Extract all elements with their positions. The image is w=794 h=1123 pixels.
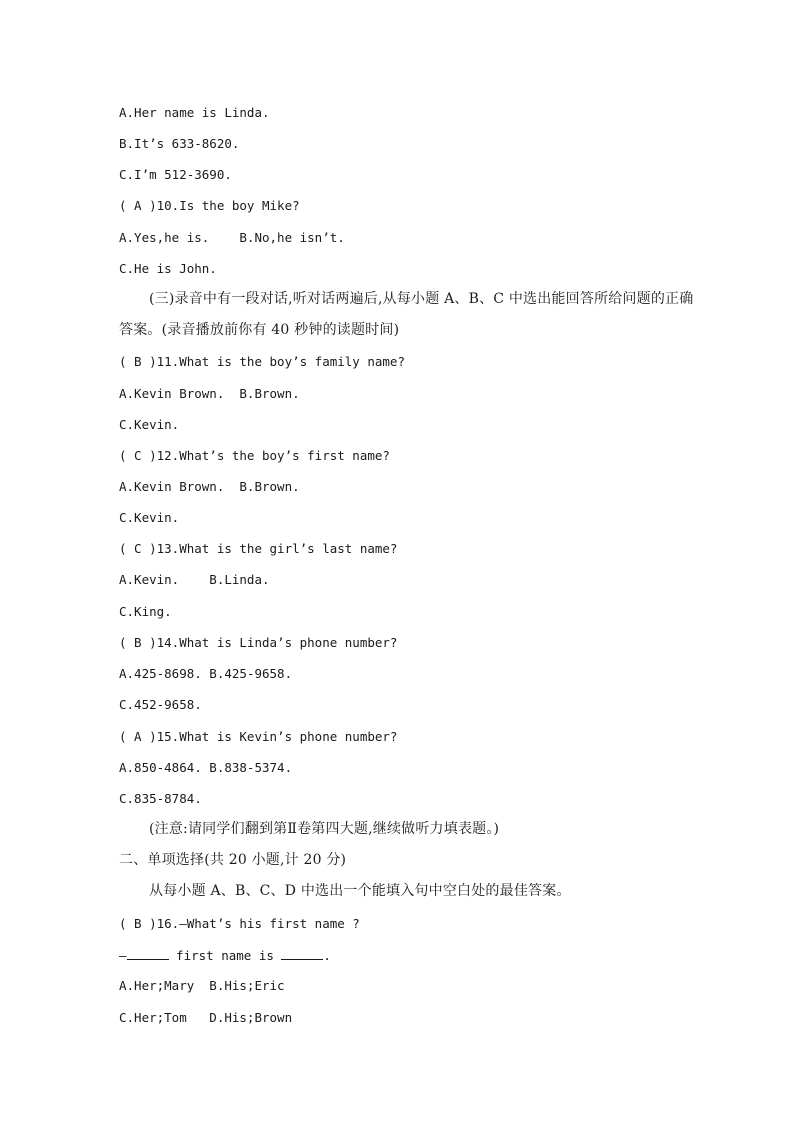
option-line: A.425-8698. B.425-9658. <box>119 666 293 681</box>
option-line: C.Kevin. <box>119 510 180 525</box>
section-heading: 二、单项选择(共 20 小题,计 20 分) <box>119 852 347 868</box>
section-instruction: 从每小题 A、B、C、D 中选出一个能填入句中空白处的最佳答案。 <box>149 883 571 899</box>
option-line: A.Her name is Linda. <box>119 105 270 120</box>
option-line: A.Kevin Brown. B.Brown. <box>119 479 300 494</box>
option-line: A.850-4864. B.838-5374. <box>119 760 293 775</box>
section-instruction: (三)录音中有一段对话,听对话两遍后,从每小题 A、B、C 中选出能回答所给问题的正确 <box>149 291 694 307</box>
answer-line-q16 <box>119 947 331 964</box>
blank-1 <box>127 947 169 960</box>
option-line: C.835-8784. <box>119 791 202 806</box>
blank-2 <box>281 947 323 960</box>
section-instruction-continued: 答案。(录音播放前你有 40 秒钟的读题时间) <box>119 322 400 338</box>
note-line: (注意:请同学们翻到第Ⅱ卷第四大题,继续做听力填表题。) <box>149 821 500 837</box>
question-line: ( B )16.—What’s his first name ? <box>119 916 360 931</box>
option-line: A.Kevin Brown. B.Brown. <box>119 386 300 401</box>
option-line: A.Kevin. B.Linda. <box>119 572 270 587</box>
option-line: A.Yes,he is. B.No,he isn’t. <box>119 230 345 245</box>
question-line: ( C )13.What is the girl’s last name? <box>119 541 398 556</box>
answer-line-end: . <box>323 948 331 963</box>
option-line: C.King. <box>119 604 172 619</box>
question-line: ( C )12.What’s the boy’s first name? <box>119 448 390 463</box>
option-line: C.He is John. <box>119 261 217 276</box>
question-line: ( B )11.What is the boy’s family name? <box>119 354 405 369</box>
question-line: ( A )10.Is the boy Mike? <box>119 198 300 213</box>
option-line: A.Her;Mary B.His;Eric <box>119 978 285 993</box>
question-line: ( A )15.What is Kevin’s phone number? <box>119 729 398 744</box>
dash: — <box>119 948 127 963</box>
option-line: C.Her;Tom D.His;Brown <box>119 1010 293 1025</box>
option-line: C.452-9658. <box>119 697 202 712</box>
answer-line-middle: first name is <box>168 948 282 963</box>
option-line: B.It’s 633-8620. <box>119 136 240 151</box>
option-line: C.I’m 512-3690. <box>119 167 232 182</box>
question-line: ( B )14.What is Linda’s phone number? <box>119 635 398 650</box>
option-line: C.Kevin. <box>119 417 180 432</box>
